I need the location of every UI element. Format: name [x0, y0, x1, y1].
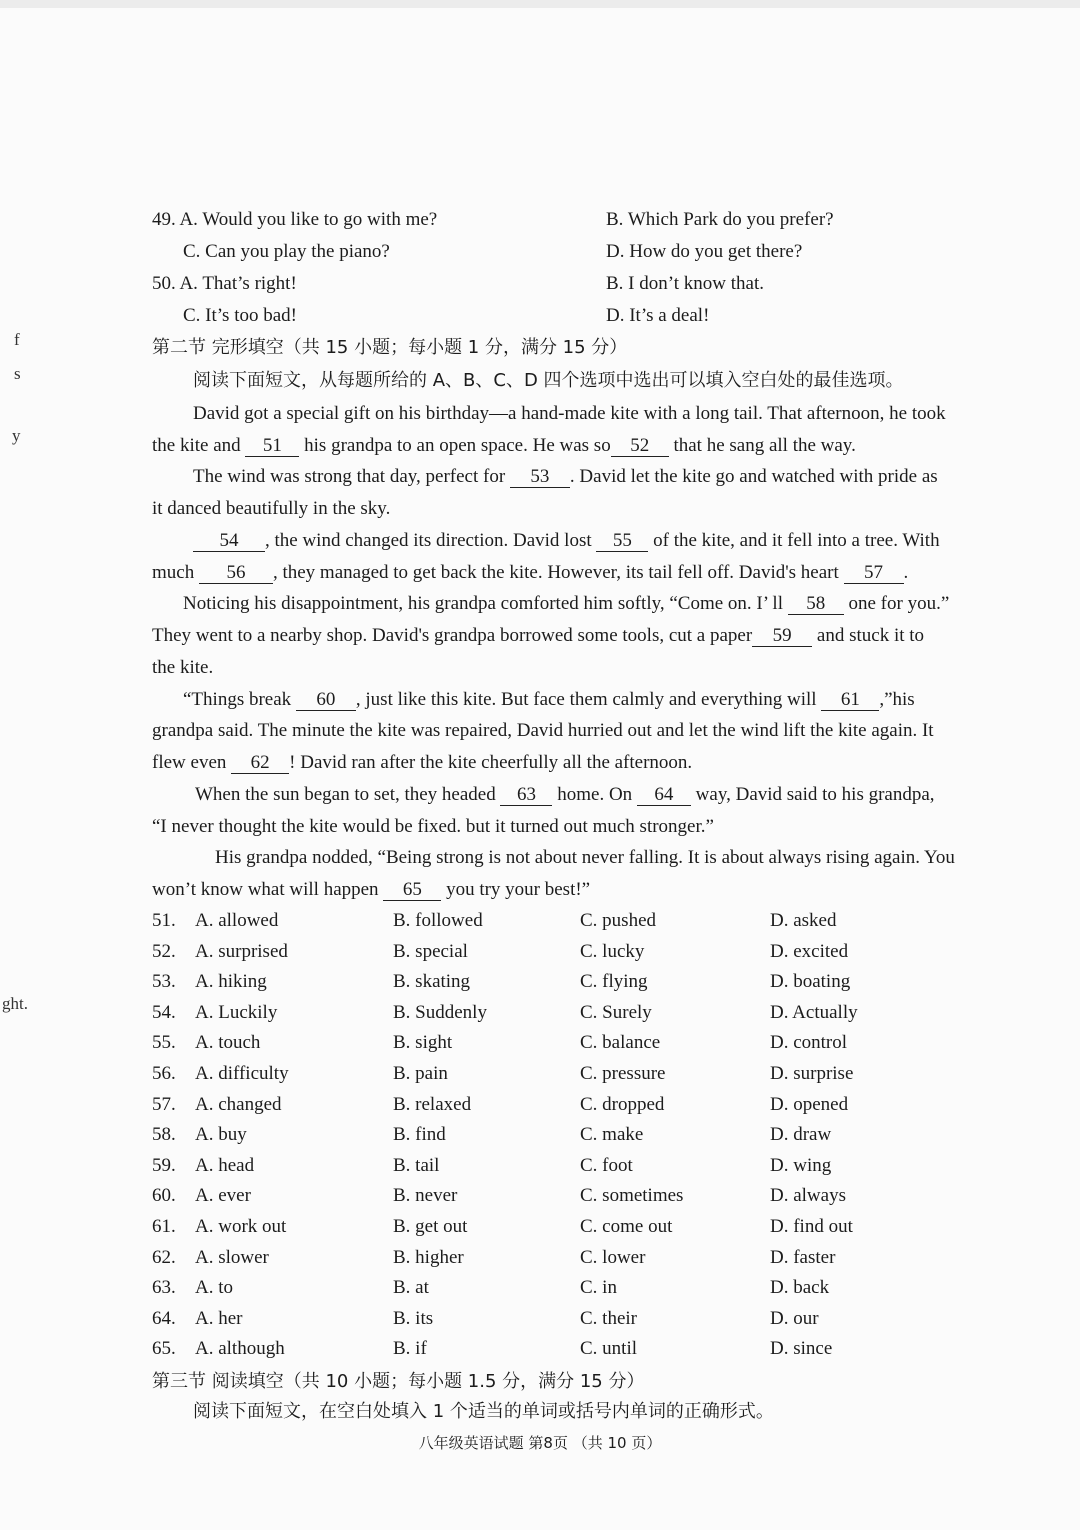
q49-option-b: B. Which Park do you prefer?	[606, 209, 834, 230]
option-d: D. since	[770, 1338, 833, 1360]
q50-option-c: C. It’s too bad!	[183, 305, 297, 326]
passage-line: When the sun began to set, they headed 63 home. On 64 way, David said to his grandpa,	[195, 784, 935, 805]
option-a: A. ever	[195, 1185, 251, 1207]
option-a: A. her	[195, 1307, 243, 1329]
option-c: C. pushed	[580, 910, 656, 931]
passage-line: Noticing his disappointment, his grandpa comforted him softly, “Come on. I’ ll 58 one for you.”	[183, 593, 950, 614]
blank-61: 61	[821, 690, 879, 711]
option-a: A. changed	[195, 1093, 282, 1115]
option-b: B. its	[393, 1307, 434, 1329]
q50-option-a: 50. A. That’s right!	[152, 273, 297, 294]
q50-option-b: B. I don’t know that.	[606, 273, 764, 294]
option-c: C. their	[580, 1307, 637, 1329]
option-d: D. wing	[770, 1154, 832, 1176]
option-d: D. draw	[770, 1124, 832, 1146]
question-number: 65.	[152, 1338, 176, 1360]
option-b: B. special	[393, 940, 468, 962]
option-b: B. Suddenly	[393, 1001, 487, 1023]
option-a: A. hiking	[195, 971, 267, 993]
question-number: 55.	[152, 1032, 176, 1054]
question-number: 51.	[152, 910, 176, 931]
option-b: B. find	[393, 1124, 446, 1146]
option-b: B. at	[393, 1277, 429, 1299]
option-c: C. balance	[580, 1032, 661, 1054]
option-b: B. tail	[393, 1154, 440, 1176]
passage-line: grandpa said. The minute the kite was repaired, David hurried out and let the wind lift the kite again. It	[152, 720, 934, 741]
option-b: B. followed	[393, 910, 483, 931]
option-a: A. head	[195, 1154, 255, 1176]
passage-line: much 56 , they managed to get back the kite. However, its tail fell off. David's heart 57 .	[152, 562, 909, 583]
option-b: B. skating	[393, 971, 471, 993]
option-a: A. buy	[195, 1124, 247, 1146]
blank-64: 64	[637, 785, 691, 806]
blank-55: 55	[596, 531, 648, 552]
passage-line: the kite.	[152, 657, 214, 678]
passage-line: The wind was strong that day, perfect for 53 . David let the kite go and watched with pride as	[193, 466, 938, 487]
option-b: B. pain	[393, 1063, 448, 1084]
question-number: 53.	[152, 971, 176, 993]
option-c: C. in	[580, 1277, 617, 1299]
option-a: A. surprised	[195, 940, 288, 962]
blank-60: 60	[296, 690, 356, 711]
page-footer: 八年级英语试题 第8页 （共 10 页）	[418, 1434, 662, 1452]
section3-instruction: 阅读下面短文，在空白处填入 1 个适当的单词或括号内单词的正确形式。	[193, 1401, 774, 1422]
blank-58: 58	[788, 594, 844, 615]
margin-fragment: ght.	[2, 994, 28, 1013]
option-b: B. get out	[393, 1216, 468, 1237]
question-number: 52.	[152, 940, 176, 962]
question-number: 56.	[152, 1063, 176, 1084]
option-d: D. back	[770, 1277, 830, 1299]
passage-line: His grandpa nodded, “Being strong is not about never falling. It is about always rising again. You	[215, 847, 955, 868]
option-d: D. boating	[770, 971, 851, 993]
option-d: D. opened	[770, 1093, 849, 1115]
question-number: 61.	[152, 1216, 176, 1237]
q49-option-d: D. How do you get there?	[606, 241, 803, 262]
option-b: B. never	[393, 1185, 458, 1207]
option-a: A. allowed	[195, 910, 279, 931]
option-d: D. excited	[770, 940, 849, 962]
option-b: B. sight	[393, 1032, 453, 1054]
option-a: A. although	[195, 1338, 285, 1360]
option-a: A. work out	[195, 1216, 287, 1237]
blank-51: 51	[245, 436, 299, 457]
option-b: B. higher	[393, 1246, 464, 1268]
passage-line: “I never thought the kite would be fixed. but it turned out much stronger.”	[152, 816, 714, 837]
section2-title: 第二节 完形填空（共 15 小题；每小题 1 分，满分 15 分）	[152, 337, 628, 358]
option-d: D. faster	[770, 1246, 836, 1268]
option-c: C. make	[580, 1124, 644, 1146]
section2-instruction: 阅读下面短文，从每题所给的 A、B、C、D 四个选项中选出可以填入空白处的最佳选项。	[193, 370, 904, 391]
passage-line: flew even 62 ! David ran after the kite cheerfully all the afternoon.	[152, 752, 693, 773]
blank-53: 53	[510, 467, 570, 488]
passage-line: “Things break 60 , just like this kite. But face them calmly and everything will 61 ,”his	[183, 689, 915, 710]
question-number: 63.	[152, 1277, 176, 1299]
question-number: 58.	[152, 1124, 176, 1146]
passage-line: won’t know what will happen 65 you try your best!”	[152, 879, 591, 900]
option-b: B. relaxed	[393, 1093, 472, 1115]
option-d: D. asked	[770, 910, 837, 931]
option-d: D. find out	[770, 1216, 853, 1237]
option-c: C. pressure	[580, 1063, 666, 1084]
q50-option-d: D. It’s a deal!	[606, 305, 710, 326]
blank-54: 54	[193, 531, 265, 552]
passage-line: it danced beautifully in the sky.	[152, 498, 391, 519]
margin-fragment: s	[14, 364, 21, 383]
option-c: C. lucky	[580, 940, 645, 962]
option-c: C. lower	[580, 1246, 646, 1268]
question-number: 57.	[152, 1093, 176, 1115]
blank-52: 52	[611, 436, 669, 457]
blank-56: 56	[199, 563, 273, 584]
option-a: A. to	[195, 1277, 233, 1299]
q49-option-a: 49. A. Would you like to go with me?	[152, 209, 438, 230]
question-number: 59.	[152, 1154, 176, 1176]
passage-line: David got a special gift on his birthday—a hand-made kite with a long tail. That afternoon, he took	[193, 403, 946, 424]
question-number: 54.	[152, 1001, 176, 1023]
passage-line: the kite and 51 his grandpa to an open space. He was so 52 that he sang all the way.	[152, 435, 856, 456]
option-d: D. always	[770, 1185, 846, 1207]
q49-option-c: C. Can you play the piano?	[183, 241, 390, 262]
option-a: A. touch	[195, 1032, 261, 1054]
option-c: C. Surely	[580, 1001, 652, 1023]
blank-62: 62	[231, 753, 289, 774]
option-c: C. foot	[580, 1154, 633, 1176]
option-c: C. dropped	[580, 1093, 665, 1115]
blank-63: 63	[500, 785, 552, 806]
option-c: C. flying	[580, 971, 648, 993]
question-number: 62.	[152, 1246, 176, 1268]
blank-65: 65	[383, 880, 441, 901]
blank-59: 59	[752, 626, 812, 647]
option-c: C. come out	[580, 1216, 673, 1237]
passage-line: 54 , the wind changed its direction. David lost 55 of the kite, and it fell into a tree. With	[193, 529, 940, 553]
option-b: B. if	[393, 1338, 427, 1360]
option-d: D. surprise	[770, 1063, 854, 1084]
option-a: A. Luckily	[195, 1001, 278, 1023]
section3-title: 第三节 阅读填空（共 10 小题；每小题 1.5 分，满分 15 分）	[152, 1371, 645, 1392]
question-number: 60.	[152, 1185, 176, 1207]
margin-fragment: f	[14, 330, 20, 349]
option-d: D. Actually	[770, 1001, 858, 1023]
option-c: C. until	[580, 1338, 638, 1360]
passage-line: They went to a nearby shop. David's grandpa borrowed some tools, cut a paper 59 and stuck it to	[152, 625, 925, 646]
question-number: 64.	[152, 1307, 176, 1329]
option-a: A. difficulty	[195, 1063, 289, 1084]
option-c: C. sometimes	[580, 1185, 684, 1207]
option-d: D. our	[770, 1307, 819, 1329]
option-a: A. slower	[195, 1246, 269, 1268]
blank-57: 57	[844, 563, 904, 584]
margin-fragment: y	[12, 426, 21, 445]
option-d: D. control	[770, 1032, 848, 1054]
